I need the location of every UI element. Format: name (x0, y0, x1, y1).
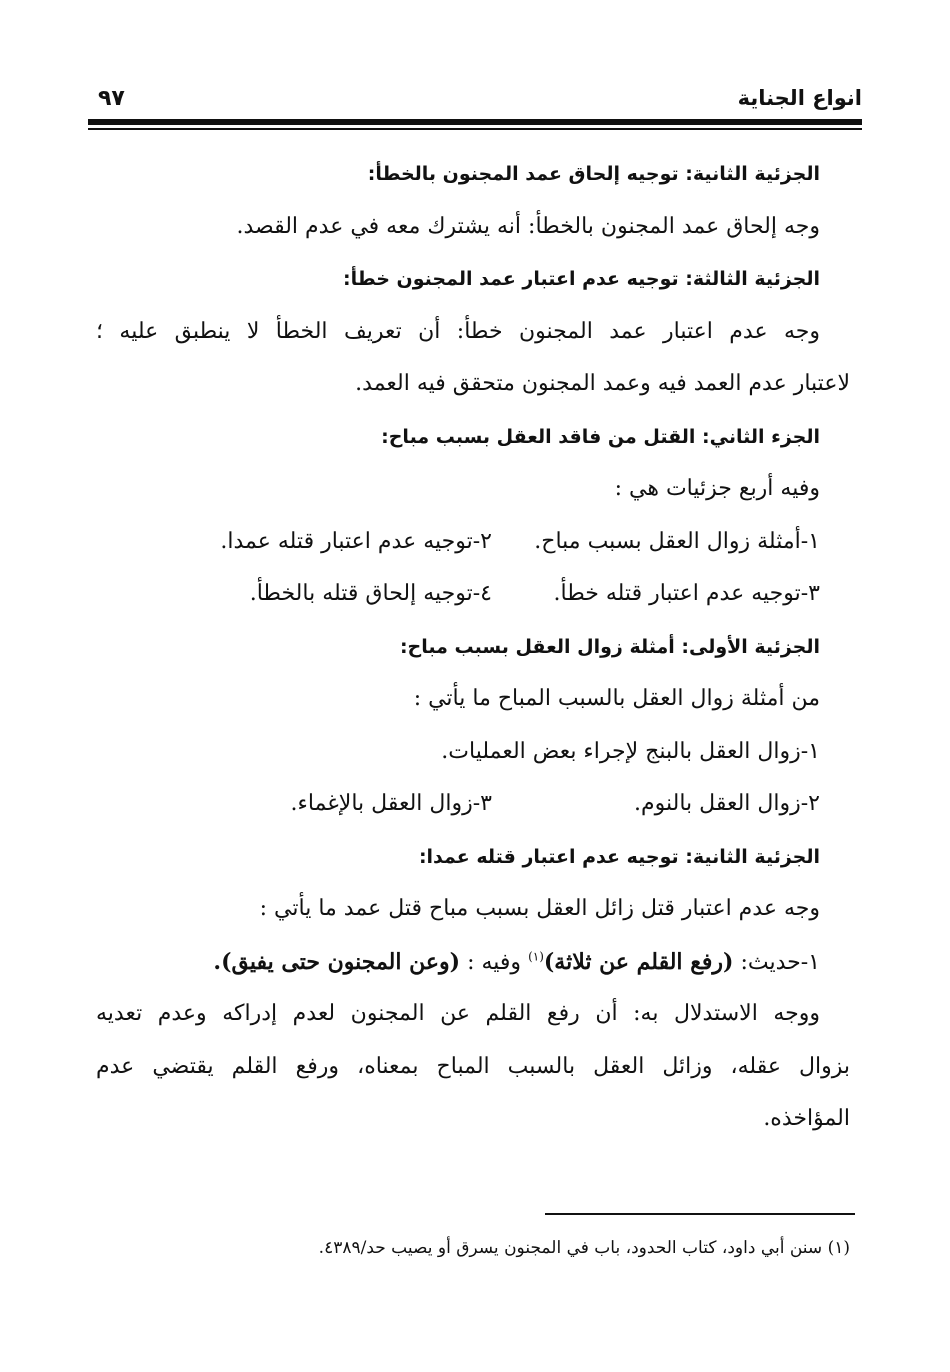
list-row-1 (96, 516, 820, 569)
list-item-3: ٣-توجيه عدم اعتبار قتله خطأ. (553, 581, 820, 606)
hadith-quote-1: (رفع القلم عن ثلاثة) (543, 948, 734, 975)
list-row-2 (96, 568, 820, 621)
examples-row (96, 778, 820, 831)
heading-section-two: الجزء الثاني: القتل من فاقد العقل بسبب مباح: (381, 425, 820, 448)
heading-first-partial: الجزئية الأولى: أمثلة زوال العقل بسبب مباح: (399, 635, 820, 658)
examples-intro: من أمثلة زوال العقل بالسبب المباح ما يأتي : (413, 686, 820, 711)
paragraph-partial-three-line2: لاعتبار عدم العمد فيه وعمد المجنون متحقق فيه العمد. (355, 371, 850, 396)
example-2: ٢-زوال العقل بالنوم. (634, 791, 820, 816)
example-1: ١-زوال العقل بالبنج لإجراء بعض العمليات. (441, 738, 820, 764)
page-body (96, 148, 850, 1146)
hadith-line (96, 936, 820, 989)
reason-intro: وجه عدم اعتبار قتل زائل العقل بسبب مباح قتل عمد ما يأتي : (259, 896, 820, 921)
list-item-1: ١-أمثلة زوال العقل بسبب مباح. (534, 528, 820, 554)
page-number: ٩٧ (98, 86, 125, 111)
inference-line-1: ووجه الاستدلال به: أن رفع القلم عن المجنون لعدم إدراكه وعدم تعديه (96, 1001, 820, 1026)
list-item-2: ٢-توجيه عدم اعتبار قتله عمدا. (220, 528, 492, 554)
heading-partial-three: الجزئية الثالثة: توجيه عدم اعتبار عمد المجنون خطأ: (343, 268, 820, 290)
running-header-title: انواع الجناية (737, 86, 862, 110)
footnote-1: (١) سنن أبي داود، كتاب الحدود، باب في المجنون يسرق أو يصيب حد/٤٣٨٩. (318, 1238, 850, 1258)
list-item-4: ٤-توجيه إلحاق قتله بالخطأ. (249, 581, 492, 606)
header-rule-thin (88, 128, 862, 130)
header-rule-thick (88, 119, 862, 125)
inference-line-3: المؤاخذه. (763, 1106, 850, 1131)
paragraph-partial-two: وجه إلحاق عمد المجنون بالخطأ: أنه يشترك معه في عدم القصد. (236, 213, 820, 239)
footnote-reference[interactable]: (١) (528, 949, 544, 964)
inference-line-2: بزوال عقله، وزائل العقل بالسبب المباح بمعناه، ورفع القلم يقتضي عدم (96, 1053, 850, 1079)
heading-partial-two: الجزئية الثانية: توجيه إلحاق عمد المجنون بالخطأ: (367, 163, 820, 185)
example-3: ٣-زوال العقل بالإغماء. (290, 791, 492, 816)
footnote-separator (545, 1213, 855, 1215)
paragraph-partial-three-line1: وجه عدم اعتبار عمد المجنون خطأ: أن تعريف الخطأ لا ينطبق عليه ؛ (96, 318, 820, 344)
heading-second-partial: الجزئية الثانية: توجيه عدم اعتبار قتله عمدا: (418, 845, 820, 868)
intro-four-parts: وفيه أربع جزئيات هي : (614, 476, 820, 501)
hadith-quote-2: (وعن المجنون حتى يفيق). (213, 948, 461, 975)
hadith-prefix: ١-حديث: (740, 949, 820, 975)
hadith-middle: وفيه : (467, 949, 522, 975)
